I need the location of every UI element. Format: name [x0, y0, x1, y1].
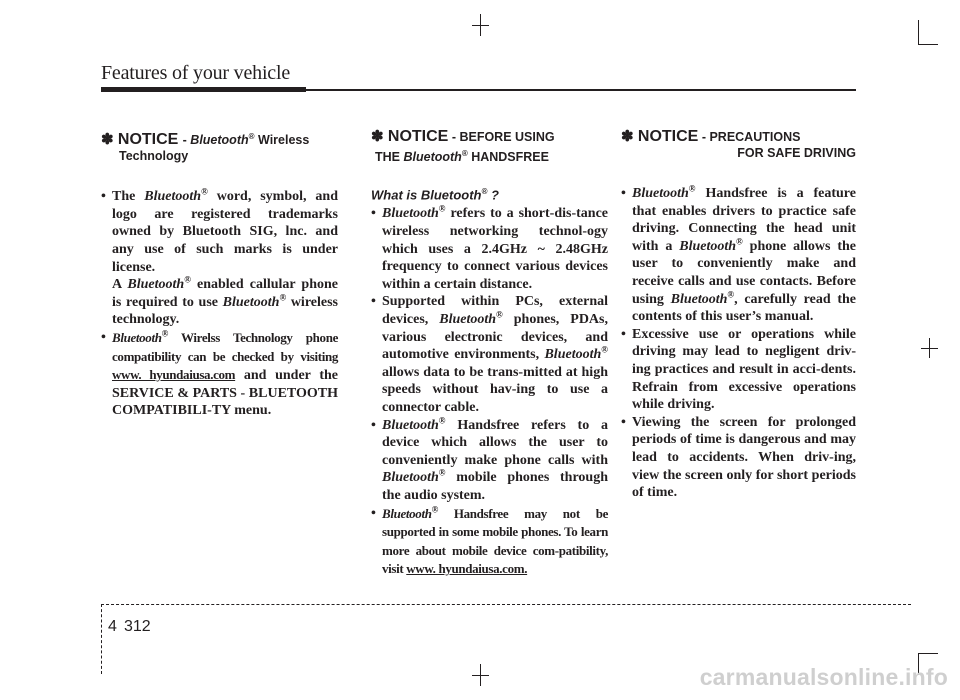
- list-item: • The Bluetooth® word, symbol, and logo are registered trademarks owned by Bluetooth SIG, lnc. and any use of such marks is under license. A Bluetooth® enabled callular phone is required to use Bluetooth® wireless technology.: [101, 188, 338, 329]
- section-number: 4: [108, 618, 117, 635]
- header-rule-thick: [101, 87, 306, 92]
- crop-mark-top-right-bar: [918, 44, 938, 45]
- notice-heading: ✽ NOTICE - BEFORE USING THE Bluetooth® HANDSFREE: [371, 128, 555, 165]
- notice-star-icon: ✽: [371, 128, 384, 145]
- column-before-using-bluetooth: [371, 128, 608, 579]
- page-header-title: Features of your vehicle: [101, 62, 291, 84]
- watermark-text: carmanualsonline.info: [699, 664, 948, 690]
- crop-mark-top-right: [918, 20, 919, 44]
- footer-vertical-rule: [101, 604, 102, 674]
- notice-bullet-list: [621, 185, 856, 502]
- notice-star-icon: ✽: [101, 131, 114, 149]
- crop-mark-right-middle-bar: [921, 348, 938, 349]
- list-item: • Viewing the screen for prolonged periods of time is dangerous and may lead to accidents. When driv-ing, view the screen only for short periods of time.: [621, 414, 856, 502]
- list-item: • Bluetooth® Handsfree is a feature that enables drivers to practice safe driving. Connecting the head unit with a Bluetooth® phone allows the user to conveniently make and receive calls and use contacts. Before using Bluetooth®, carefully read the contents of this user’s manual.: [621, 185, 856, 326]
- list-item: • Excessive use or operations while driving may lead to negligent driv-ing practices and result in acci-dents. Refrain from excessive operations while driving.: [621, 326, 856, 414]
- subheading: What is Bluetooth® ?: [371, 187, 499, 203]
- notice-heading: ✽ NOTICE - Bluetooth® Wireless Technology: [101, 131, 310, 164]
- list-item: • Bluetooth® Handsfree refers to a device which allows the user to conveniently make phone calls with Bluetooth® mobile phones through the audio system.: [371, 417, 608, 505]
- notice-heading: ✽ NOTICE - PRECAUTIONS FOR SAFE DRIVING: [621, 128, 856, 160]
- header-rule-thin: [306, 89, 856, 91]
- crop-mark-bottom-center-bar: [472, 675, 489, 676]
- list-item: • Supported within PCs, external devices, Bluetooth® phones, PDAs, various electronic devices, and automotive environments, Bluetooth® allows data to be trans-mitted at high speeds without hav-ing to use a connector cable.: [371, 293, 608, 416]
- column-precautions-safe-driving: [621, 128, 856, 502]
- column-bluetooth-wireless-technology: [101, 128, 338, 420]
- list-item: • Bluetooth® refers to a short-dis-tance wireless networking technol-ogy which uses a 2.4GHz ~ 2.48GHz frequency to connect various devices within a certain distance.: [371, 205, 608, 293]
- page-number: 312: [124, 618, 151, 635]
- crop-mark-top-center-bar: [472, 25, 489, 26]
- hyundaiusa-link[interactable]: www. hyundaiusa.com.: [406, 561, 528, 577]
- notice-bullet-list: [101, 188, 338, 420]
- crop-mark-bottom-right-bar: [918, 653, 938, 654]
- list-item: • Bluetooth® Handsfree may not be supported in some mobile phones. To learn more about mobile device com-patibility, visit www. hyundaiusa.com.: [371, 505, 608, 579]
- notice-bullet-list: [371, 205, 608, 578]
- footer-rule: [101, 604, 911, 605]
- notice-star-icon: ✽: [621, 128, 634, 145]
- list-item: • Bluetooth® Wirelss Technology phone compatibility can be checked by visiting www. hyundaiusa.com and under the SERVICE & PARTS - BLUETOOTH COMPATIBILI-TY menu.: [101, 329, 338, 420]
- hyundaiusa-link[interactable]: www. hyundaiusa.com: [112, 367, 236, 383]
